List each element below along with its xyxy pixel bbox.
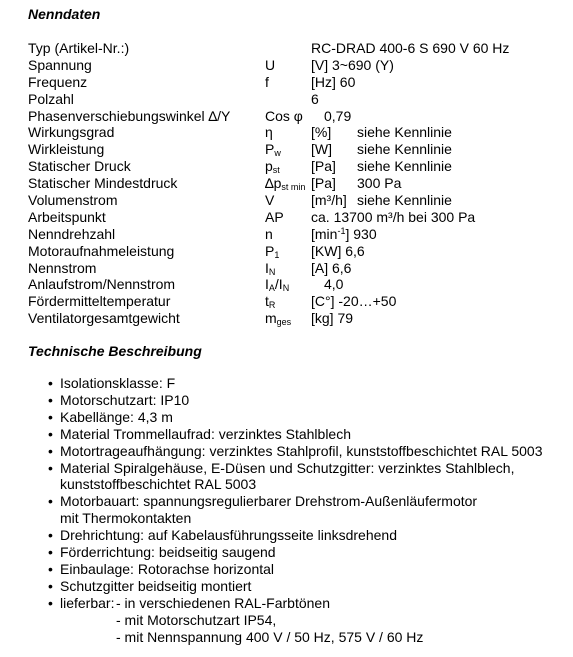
spec-unit: [Pa] (311, 158, 336, 175)
list-item-text: Motortrageaufhängung: verzinktes Stahlprofil, kunststoffbeschichtet RAL 5003 (60, 442, 543, 459)
spec-row (28, 293, 568, 310)
spec-symbol: U (265, 56, 276, 73)
symbol-subscript: N (268, 266, 276, 277)
spec-symbol (265, 243, 279, 260)
spec-symbol: η (265, 124, 273, 141)
spec-row (28, 141, 568, 158)
spec-label: Arbeitspunkt (28, 208, 106, 225)
spec-label: Wirkleistung (28, 141, 105, 158)
spec-row (28, 209, 568, 226)
bullet-icon: • (48, 594, 53, 611)
spec-unit (311, 226, 377, 243)
spec-label: Polzahl (28, 90, 74, 107)
list-item-available (48, 595, 568, 646)
spec-symbol: Cos φ (265, 107, 303, 124)
bullet-icon: • (48, 425, 53, 442)
unit-prefix: [min (311, 225, 338, 242)
spec-symbol (265, 141, 281, 158)
spec-row (28, 57, 568, 74)
list-item-text: Einbaulage: Rotorachse horizontal (60, 560, 275, 577)
spec-value: siehe Kennlinie (357, 124, 452, 141)
spec-value: siehe Kennlinie (357, 192, 452, 209)
symbol-subscript: st (272, 165, 280, 176)
spec-symbol: f (265, 73, 269, 90)
symbol-main: m (265, 310, 277, 327)
bullet-icon: • (48, 442, 53, 459)
symbol-subscript: A (268, 283, 275, 294)
bullet-icon: • (48, 527, 53, 544)
bullet-icon: • (48, 560, 53, 577)
spec-label: Typ (Artikel-Nr.:) (28, 40, 130, 56)
symbol-subscript: ges (276, 317, 292, 328)
spec-value: siehe Kennlinie (357, 141, 452, 158)
spec-row (28, 74, 568, 91)
list-item-text: Isolationsklasse: F (60, 375, 176, 391)
symbol-main: p (265, 158, 273, 175)
spec-value: 300 Pa (357, 175, 402, 192)
list-item-text: Material Spiralgehäuse, E-Düsen und Schutzgitter: verzinktes Stahlblech, (60, 459, 515, 476)
spec-unit: [Pa] (311, 175, 336, 192)
list-item (48, 578, 568, 595)
spec-unit: [m³/h] (311, 192, 347, 209)
spec-label: Statischer Mindestdruck (28, 175, 178, 192)
symbol-subscript: N (282, 283, 290, 294)
section-heading-nenndaten: Nenndaten (28, 6, 101, 22)
list-item-text: Motorschutzart: IP10 (60, 391, 190, 408)
bullet-icon: • (48, 577, 53, 594)
list-item (48, 460, 568, 494)
list-item (48, 544, 568, 561)
spec-row (28, 260, 568, 277)
spec-unit: [C°] -20…+50 (311, 293, 397, 310)
symbol-subscript: R (268, 300, 276, 311)
symbol-main: /I (274, 276, 283, 293)
spec-row (28, 226, 568, 243)
spec-row (28, 40, 568, 57)
symbol-subscript: w (274, 148, 281, 159)
spec-row (28, 192, 568, 209)
list-item (48, 426, 568, 443)
list-item-text: Förderrichtung: beidseitig saugend (60, 544, 276, 561)
spec-unit: ca. 13700 m³/h bei 300 Pa (311, 208, 476, 225)
spec-row (28, 158, 568, 175)
spec-label: Statischer Druck (28, 158, 131, 175)
spec-symbol: n (265, 225, 273, 242)
description-list (48, 375, 568, 646)
spec-label: Fördermitteltemperatur (28, 293, 171, 310)
unit-suffix: ] 930 (345, 225, 377, 242)
symbol-main: ∆p (265, 175, 282, 192)
bullet-icon: • (48, 459, 53, 476)
spec-row (28, 108, 568, 125)
list-item (48, 443, 568, 460)
spec-row (28, 310, 568, 327)
spec-table (28, 40, 568, 327)
list-item-text-continued: mit Thermokontakten (60, 510, 192, 527)
spec-unit: [kg] 79 (311, 310, 354, 327)
list-item-text: Motorbauart: spannungsregulierbarer Drehstrom-Außenläufermotor (60, 493, 478, 510)
spec-unit: [W] (311, 141, 332, 158)
spec-value: siehe Kennlinie (357, 158, 452, 175)
symbol-main: I (265, 276, 269, 293)
symbol-main: I (265, 259, 269, 276)
spec-label: Motoraufnahmeleistung (28, 242, 175, 259)
spec-row (28, 276, 568, 293)
spec-label: Phasenverschiebungswinkel ∆/Y (28, 107, 231, 124)
bullet-icon: • (48, 408, 53, 425)
spec-label: Wirkungsgrad (28, 124, 115, 141)
spec-symbol: AP (265, 208, 284, 225)
spec-label: Frequenz (28, 73, 88, 90)
spec-symbol: V (265, 192, 275, 209)
list-item (48, 493, 568, 527)
spec-row (28, 124, 568, 141)
list-item-text: Kabellänge: 4,3 m (60, 408, 173, 425)
spec-label: Spannung (28, 56, 92, 73)
spec-symbol (265, 276, 289, 293)
spec-symbol (265, 175, 305, 192)
symbol-main: t (265, 293, 269, 310)
spec-symbol (265, 293, 275, 310)
spec-unit: [KW] 6,6 (311, 242, 365, 259)
spec-label: Anlaufstrom/Nennstrom (28, 276, 176, 293)
spec-symbol (265, 260, 275, 277)
symbol-subscript: 1 (274, 249, 280, 260)
spec-symbol (265, 158, 280, 175)
spec-label: Ventilatorgesamtgewicht (28, 310, 180, 327)
bullet-icon: • (48, 375, 53, 391)
spec-row (28, 91, 568, 108)
list-item (48, 375, 568, 392)
spec-row (28, 243, 568, 260)
spec-unit: [%] (311, 124, 332, 141)
spec-label: Nenndrehzahl (28, 225, 116, 242)
list-item (48, 409, 568, 426)
symbol-main: P (265, 242, 275, 259)
symbol-main: P (265, 141, 275, 158)
spec-unit: [Hz] 60 (311, 73, 356, 90)
spec-unit: [V] 3~690 (Y) (311, 56, 394, 73)
spec-row (28, 175, 568, 192)
section-heading-beschreibung: Technische Beschreibung (28, 343, 202, 359)
available-option: - mit Nennspannung 400 V / 50 Hz, 575 V / 60 Hz (116, 628, 424, 645)
spec-unit: 0,79 (324, 107, 352, 124)
list-item (48, 392, 568, 409)
list-item-text-continued: kunststoffbeschichtet RAL 5003 (60, 476, 257, 493)
available-option: - in verschiedenen RAL-Farbtönen (116, 594, 331, 611)
bullet-icon: • (48, 493, 53, 510)
unit-superscript: -1 (337, 225, 346, 236)
list-item-text: Material Trommellaufrad: verzinktes Stahlblech (60, 425, 352, 442)
list-item (48, 527, 568, 544)
symbol-subscript: st min (281, 182, 306, 193)
bullet-icon: • (48, 544, 53, 561)
available-option: - mit Motorschutzart IP54, (116, 611, 277, 628)
list-item (48, 561, 568, 578)
list-item-text: Schutzgitter beidseitig montiert (60, 577, 252, 594)
list-item-text: Drehrichtung: auf Kabelausführungsseite linksdrehend (60, 527, 397, 544)
spec-unit: 6 (311, 90, 319, 107)
bullet-icon: • (48, 391, 53, 408)
spec-value: RC-DRAD 400-6 S 690 V 60 Hz (311, 40, 510, 56)
spec-unit: 4,0 (324, 276, 344, 293)
spec-unit: [A] 6,6 (311, 259, 352, 276)
available-label: lieferbar: (60, 594, 115, 611)
spec-symbol (265, 310, 291, 327)
spec-label: Nennstrom (28, 259, 97, 276)
spec-label: Volumenstrom (28, 192, 118, 209)
